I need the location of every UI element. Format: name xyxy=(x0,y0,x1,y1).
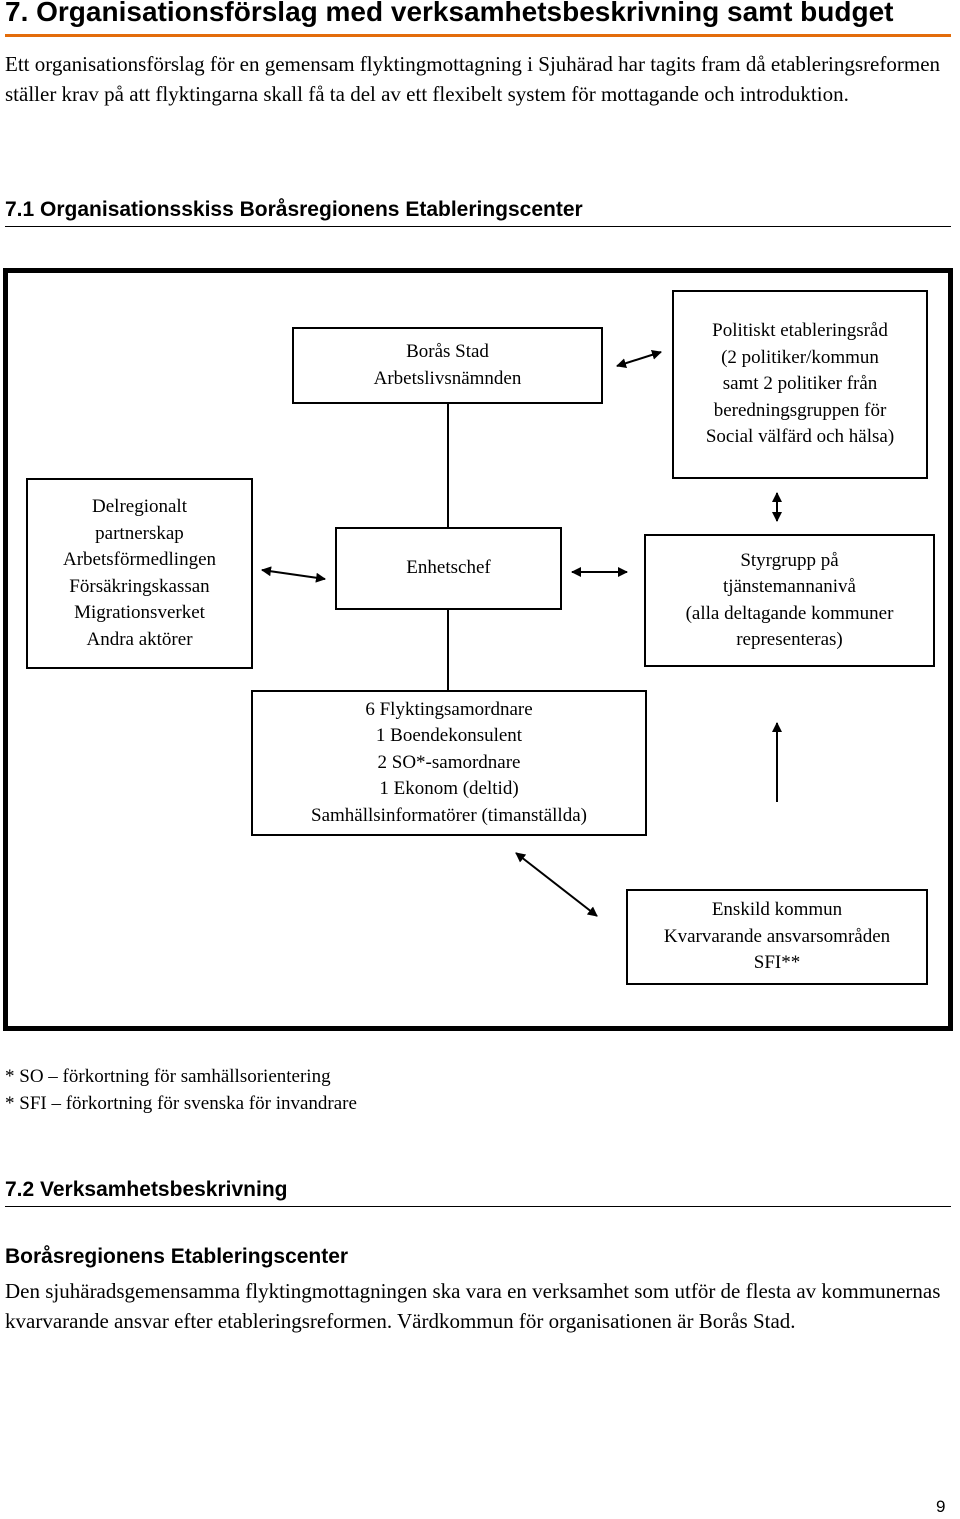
intro-paragraph: Ett organisationsförslag för en gemensam flyktingmottagning i Sjuhärad har tagits fram då etableringsreformen ställer krav på att flyktingarna skall få ta del av ett flexibelt system för mottagande och introduktion. xyxy=(5,52,941,106)
enhetschef-box xyxy=(335,527,562,610)
footnote-so: * SO – förkortning för samhällsorientering xyxy=(5,1066,331,1087)
staff-line-1: 6 Flyktingsamordnare xyxy=(365,698,533,720)
page-number: 9 xyxy=(936,1497,946,1516)
subsection-7-2-rule xyxy=(5,1206,951,1207)
boras-stad-line-2: Arbetslivsnämnden xyxy=(373,367,522,389)
delregionalt-line-6: Andra aktörer xyxy=(86,628,193,650)
politiskt-rad-line-4: beredningsgruppen för xyxy=(713,399,887,421)
enskild-kommun-box xyxy=(626,889,928,985)
section-title: 7. Organisationsförslag med verksamhetsbeskrivning samt budget xyxy=(5,0,894,27)
staff-line-2: 1 Boendekonsulent xyxy=(375,725,523,747)
styrgrupp-line-1: Styrgrupp på xyxy=(740,549,839,571)
staff-line-5: Samhällsinformatörer (timanställda) xyxy=(311,804,587,826)
styrgrupp-line-4: representeras) xyxy=(736,629,843,650)
sub-heading: Boråsregionens Etableringscenter xyxy=(5,1245,349,1268)
styrgrupp-line-3: (alla deltagande kommuner xyxy=(685,602,894,624)
body-paragraph: Den sjuhäradsgemensamma flyktingmottagningen ska vara en verksamhet som utför de flesta av kommunernas kvarvarande ansvar efter etableringsreformen. Värdkommun för organisationen är Borås Stad. xyxy=(5,1279,941,1333)
delregionalt-line-1: Delregionalt xyxy=(92,496,187,517)
styrgrupp-line-2: tjänstemannanivå xyxy=(723,576,856,597)
section-title-rule xyxy=(5,34,951,37)
delregionalt-box xyxy=(26,478,253,669)
staff-box xyxy=(251,690,647,836)
subsection-7-1-title: 7.1 Organisationsskiss Boråsregionens Etableringscenter xyxy=(5,198,583,221)
enskild-kommun-line-1: Enskild kommun xyxy=(711,899,843,921)
boras-stad-box xyxy=(292,327,603,404)
boras-stad-line-1: Borås Stad xyxy=(406,341,489,362)
subsection-7-2-title: 7.2 Verksamhetsbeskrivning xyxy=(5,1178,288,1201)
delregionalt-line-5: Migrationsverket xyxy=(74,602,205,623)
delregionalt-line-4: Försäkringskassan xyxy=(69,575,210,597)
enhetschef-label: Enhetschef xyxy=(406,557,491,579)
staff-line-3: 2 SO*-samordnare xyxy=(377,751,521,773)
delregionalt-line-3: Arbetsförmedlingen xyxy=(62,549,216,570)
politiskt-rad-line-5: Social välfärd och hälsa) xyxy=(705,426,895,448)
enskild-kommun-line-3: SFI** xyxy=(753,952,801,974)
politiskt-rad-line-1: Politiskt etableringsråd xyxy=(712,320,888,342)
enskild-kommun-line-2: Kvarvarande ansvarsområden xyxy=(663,925,891,947)
staff-line-4: 1 Ekonom (deltid) xyxy=(379,778,519,800)
politiskt-rad-box xyxy=(672,290,928,479)
subsection-7-1-rule xyxy=(5,226,951,227)
politiskt-rad-line-2: (2 politiker/kommun xyxy=(721,346,879,368)
politiskt-rad-line-3: samt 2 politiker från xyxy=(722,373,878,395)
styrgrupp-box xyxy=(644,534,935,667)
footnote-sfi: * SFI – förkortning för svenska för invandrare xyxy=(5,1093,357,1114)
delregionalt-line-2: partnerskap xyxy=(95,522,184,544)
